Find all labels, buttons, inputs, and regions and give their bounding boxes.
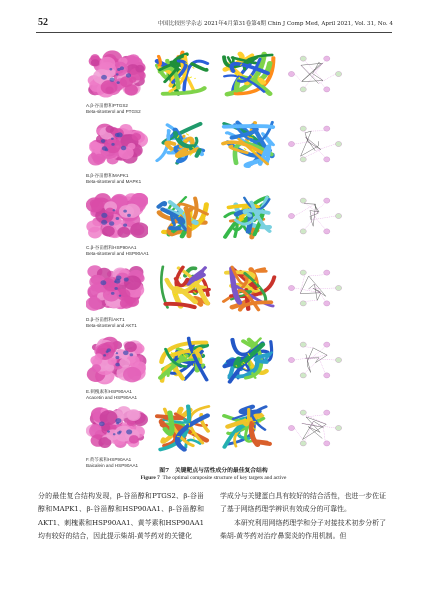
body-paragraph: 分的最佳复合结构发现，β-谷甾醇和PTGS2、β-谷甾醇和MAPK1、β-谷甾醇和HSP90AA1、β-谷甾醇和AKT1、刺槐素和HSP90AA1、黄芩素和HSP90AA1均有较好的结合，因此提示柴胡-黄芩药对的关键化	[38, 492, 204, 541]
panel-caption-cn: C.β-谷甾醇和HSP90AA1	[86, 245, 137, 250]
panel-caption-en: Beta-sitosterol and MAPK1	[86, 179, 142, 184]
protein-ribbon-image	[152, 48, 214, 100]
protein-ribbon-image	[218, 190, 280, 242]
protein-ribbon-image	[152, 190, 214, 242]
page-number: 52	[38, 17, 48, 28]
panel-caption-cn: F.黄芩素和HSP90AA1	[86, 457, 132, 462]
body-column-left	[38, 490, 204, 544]
ligand-interaction-diagram	[284, 402, 346, 454]
body-paragraph: 本研究利用网络药理学和分子对接技术初步分析了柴胡-黄芩药对治疗鼻窦炎的作用机制。但	[220, 518, 386, 541]
protein-ribbon-image	[218, 118, 280, 170]
figure-caption-en-text: The optimal composite structure of key targets and active	[162, 475, 287, 481]
molecular-surface-image	[86, 190, 148, 242]
panel-caption-cn: A.β-谷甾醇和PTGS2	[86, 103, 128, 108]
protein-ribbon-image	[218, 402, 280, 454]
panel-caption-en: Beta-sitosterol and HSP90AA1	[86, 251, 149, 256]
panel-caption-cn: D.β-谷甾醇和AKT1	[86, 317, 125, 322]
ligand-interaction-diagram	[284, 48, 346, 100]
panel-caption-en: Beta-sitosterol and PTGS2	[86, 109, 141, 114]
protein-ribbon-image	[218, 334, 280, 386]
body-paragraph: 学成分与关键蛋白具有较好的结合活性，也进一步佐证了基于网络药理学辨识有效成分的可靠性。	[220, 492, 386, 514]
figure-caption-en	[0, 475, 427, 481]
molecular-surface-image	[86, 262, 148, 314]
ligand-interaction-diagram	[284, 190, 346, 242]
panel-caption-en: Acacetin and HSP90AA1	[86, 395, 138, 400]
protein-ribbon-image	[218, 262, 280, 314]
protein-ribbon-image	[218, 48, 280, 100]
figure-caption-cn: 图7 关键靶点与活性成分的最佳复合结构	[159, 468, 268, 474]
journal-citation: 中国比较医学杂志 2021年4月第31卷第4期 Chin J Comp Med, April 2021, Vol. 31, No. 4	[157, 21, 393, 27]
ligand-interaction-diagram	[284, 334, 346, 386]
panel-caption-cn: B.β-谷甾醇和MAPK1	[86, 173, 129, 178]
protein-ribbon-image	[152, 402, 214, 454]
molecular-surface-image	[86, 48, 148, 100]
panel-caption-en: Beta-sitosterol and AKT1	[86, 323, 137, 328]
figure-7	[86, 40, 346, 470]
protein-ribbon-image	[152, 262, 214, 314]
protein-ribbon-image	[152, 118, 214, 170]
ligand-interaction-diagram	[284, 118, 346, 170]
header-rule	[36, 32, 392, 33]
page-header	[0, 14, 427, 28]
ligand-interaction-diagram	[284, 262, 346, 314]
body-column-right	[220, 490, 386, 544]
molecular-surface-image	[86, 402, 148, 454]
panel-caption-cn: E.刺槐素和HSP90AA1	[86, 389, 132, 394]
figure-label: Figure 7	[140, 475, 160, 481]
molecular-surface-image	[86, 118, 148, 170]
protein-ribbon-image	[152, 334, 214, 386]
molecular-surface-image	[86, 334, 148, 386]
panel-caption-en: Baicalein and HSP90AA1	[86, 463, 139, 468]
